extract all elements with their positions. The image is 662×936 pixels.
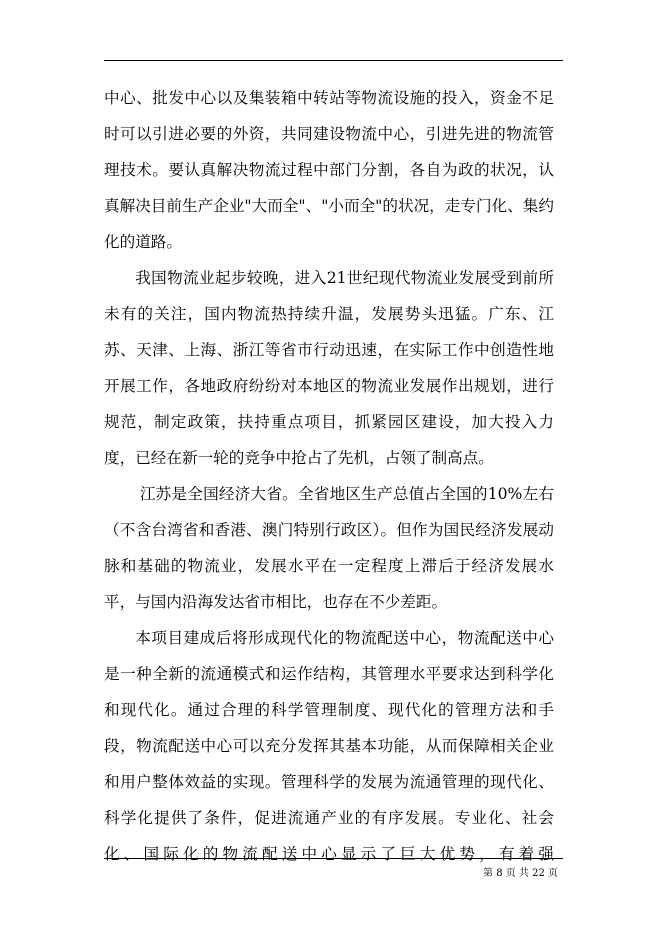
paragraph-3: 江苏是全国经济大省。全省地区生产总值占全国的10%左右（不含台湾省和香港、澳门特别行政区）。但作为国民经济发展动脉和基础的物流业，发展水平在一定程度上滞后于经济发展水平，与国内沿海发达省市相比，也存在不少差距。 bbox=[104, 485, 554, 611]
header-rule bbox=[104, 60, 563, 61]
footer-rule bbox=[104, 858, 563, 859]
page-number: 第 8 页 共 22 页 bbox=[483, 868, 558, 879]
paragraph-2: 我国物流业起步较晚，进入21世纪现代物流业发展受到前所未有的关注，国内物流热持续升温，发展势头迅猛。广东、江苏、天津、上海、浙江等省市行动迅速，在实际工作中创造性地开展工作，各地政府纷纷对本地区的物流业发展作出规划，进行规范，制定政策，扶持重点项目，抓紧园区建设，加大投入力度，已经在新一轮的竞争中抢占了先机，占领了制高点。 bbox=[104, 269, 554, 467]
document-body bbox=[104, 80, 554, 872]
paragraph-1: 中心、批发中心以及集装箱中转站等物流设施的投入，资金不足时可以引进必要的外资，共同建设物流中心，引进先进的物流管理技术。要认真解决物流过程中部门分割，各自为政的状况，认真解决目前生产企业"大而全"、"小而全"的状况，走专门化、集约化的道路。 bbox=[104, 89, 554, 251]
paragraph-4: 本项目建成后将形成现代化的物流配送中心，物流配送中心是一种全新的流通模式和运作结构，其管理水平要求达到科学化和现代化。通过合理的科学管理制度、现代化的管理方法和手段，物流配送中心可以充分发挥其基本功能，从而保障相关企业和用户整体效益的实现。管理科学的发展为流通管理的现代化、科学化提供了条件，促进流通产业的有序发展。专业化、社会化、国际化的物流配送中心显示了巨大优势，有着强 bbox=[104, 629, 554, 863]
